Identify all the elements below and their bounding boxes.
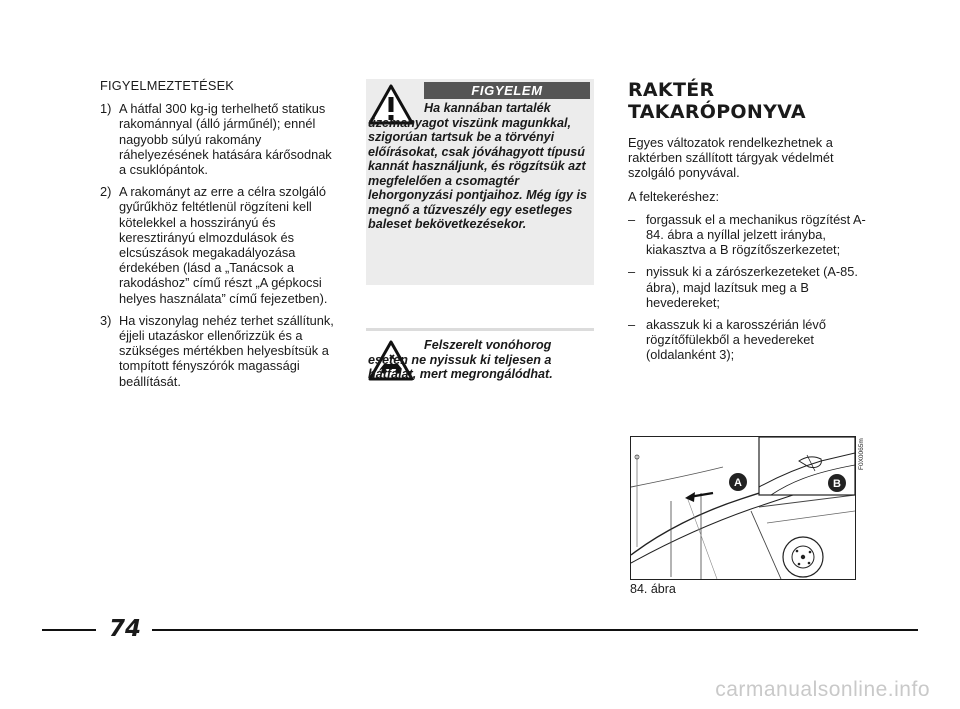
list-item: – akasszuk ki a karosszérián lévő rögzítőfülekből a hevedereket (oldalanként 3); bbox=[628, 317, 826, 363]
cargo-cover-section bbox=[628, 79, 868, 370]
warnings-heading: FIGYELMEZTETÉSEK bbox=[100, 78, 235, 93]
warning-banner: FIGYELEM bbox=[424, 82, 590, 99]
warning-box bbox=[366, 79, 594, 285]
note-text: Felszerelt vonóhorog esetén ne nyissuk ki teljesen a hátfalat, mert megrongálódhat. bbox=[368, 338, 553, 381]
footer-rule-right bbox=[152, 629, 918, 631]
warnings-section bbox=[100, 78, 336, 396]
section-title: RAKTÉR TAKARÓPONYVA bbox=[628, 79, 806, 123]
figure-code: F0X0065m bbox=[858, 438, 865, 470]
list-item: 1) A hátfal 300 kg-ig terhelhető statikus rakománnyal (álló járműnél); ennél nagyobb súlyú rakomány ráhelyezésének hatására kárősodnak a csuklópántok. bbox=[100, 101, 332, 178]
note-box bbox=[366, 328, 594, 407]
section-subheading: A feltekeréshez: bbox=[628, 188, 720, 204]
figure-84 bbox=[630, 436, 856, 580]
figure-caption: 84. ábra bbox=[630, 582, 676, 596]
section-intro: Egyes változatok rendelkezhetnek a raktérben szállított tárgyak védelmét szolgáló ponyvával. bbox=[628, 135, 834, 181]
list-item: – forgassuk el a mechanikus rögzítést A-84. ábra a nyíllal jelzett irányba, kiakasztva a B rögzítőszerkezetet; bbox=[628, 211, 866, 258]
list-item: 3) Ha viszonylag nehéz terhet szállítunk, éjjeli utazáskor ellenőrizzük és a szükséges mértékben helyesbítsük a tompított fényszórók magassági beállítását. bbox=[100, 312, 334, 389]
page-number: 74 bbox=[108, 616, 141, 642]
label-b: B bbox=[833, 478, 841, 490]
label-a: A bbox=[734, 477, 742, 489]
cargo-cover-illustration bbox=[631, 437, 855, 579]
list-item: – nyissuk ki a zárószerkezeteket (A-85. ábra), majd lazítsuk meg a B hevedereket; bbox=[628, 264, 858, 310]
watermark: carmanualsonline.info bbox=[715, 678, 930, 701]
steps-list bbox=[628, 212, 868, 363]
list-item: 2) A rakományt az erre a célra szolgáló gyűrűkhöz feltétlenül rögzíteni kell kötelekkel a hosszirányú és keresztirányú elmozdulások és elcsúszások megakadályozása érdekében (lásd a „Tanácsok a rakodáshoz” című részt „A gépkocsi helyes használata” című fejezetben). bbox=[100, 184, 328, 306]
warnings-list bbox=[100, 101, 336, 389]
warning-text: Ha kannában tartalék üzemanyagot viszünk magunkkal, szigorúan tartsuk be a törvényi előírásokat, csak jóváhagyott típusú kannát használjunk, és rögzítsük azt megfelelően a csomagtér lehorgonyzási pontjaihoz. Még így is megnő a tűzveszély egy esetleges baleset bekövetkezésekor. bbox=[368, 101, 588, 231]
footer-rule-left bbox=[42, 629, 96, 631]
